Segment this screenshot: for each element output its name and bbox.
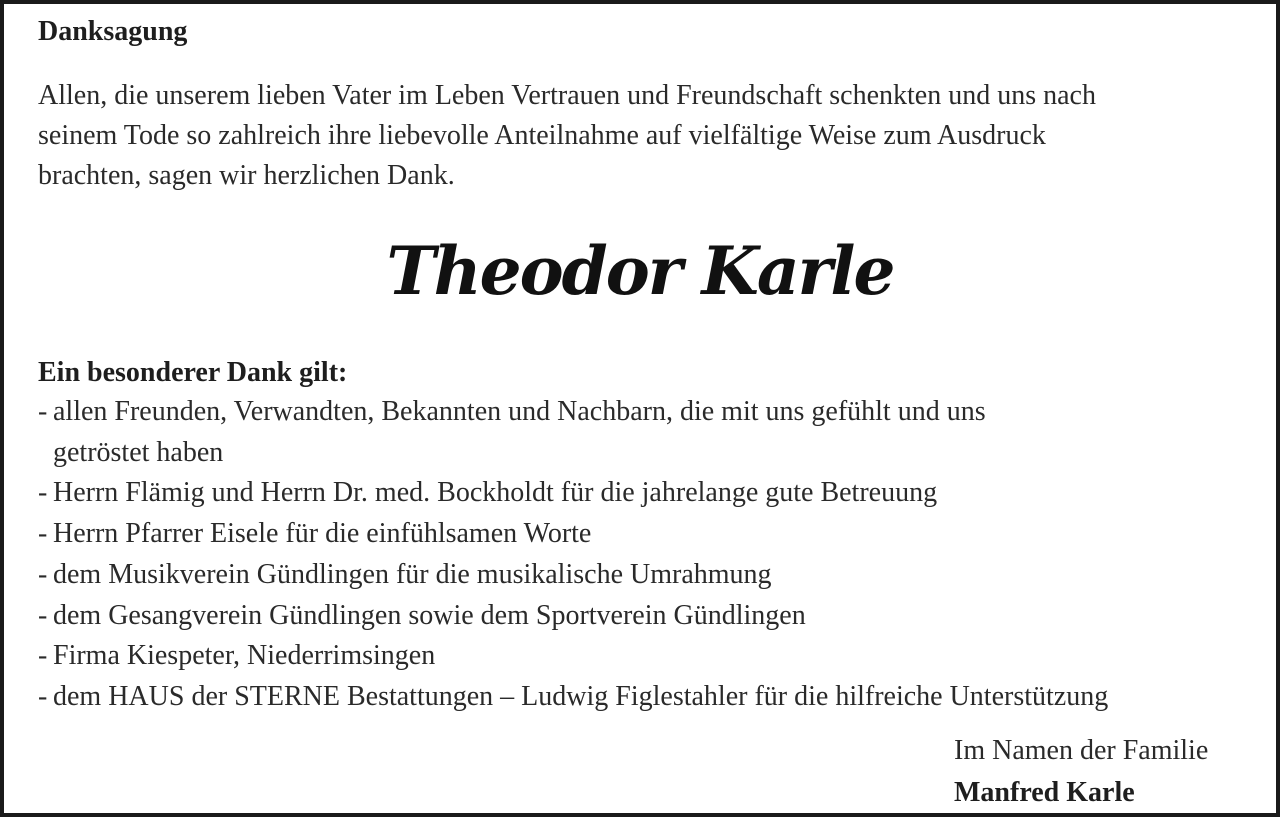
list-dash: -	[38, 599, 48, 631]
list-item-text	[53, 392, 986, 473]
list-dash: -	[38, 680, 48, 712]
thanks-list	[38, 392, 1258, 718]
list-item-text	[53, 473, 937, 514]
deceased-name: Theodor Karle	[386, 232, 894, 310]
list-item	[38, 514, 1258, 555]
list-item-text	[53, 596, 806, 637]
list-item	[38, 596, 1258, 637]
intro-paragraph	[38, 76, 1248, 196]
list-item-line: dem Gesangverein Gündlingen sowie dem Sportverein Gündlingen	[53, 599, 806, 631]
list-item-line: dem HAUS der STERNE Bestattungen – Ludwig Figlestahler für die hilfreiche Unterstützung	[53, 680, 1109, 712]
signer-name: Manfred Karle	[954, 777, 1135, 808]
special-thanks-heading: Ein besonderer Dank gilt:	[38, 357, 348, 388]
list-item-text	[53, 514, 591, 555]
list-dash: -	[38, 518, 48, 550]
intro-line: brachten, sagen wir herzlichen Dank.	[38, 160, 455, 191]
intro-line: seinem Tode so zahlreich ihre liebevolle Anteilnahme auf vielfältige Weise zum Ausdruck	[38, 120, 1046, 151]
signoff-prefix: Im Namen der Familie	[954, 735, 1209, 766]
list-item-text	[53, 555, 772, 596]
list-dash: -	[38, 477, 48, 509]
list-item-text	[53, 677, 1108, 718]
list-item-line: Herrn Pfarrer Eisele für die einfühlsamen Worte	[53, 518, 592, 550]
list-item-line: Herrn Flämig und Herrn Dr. med. Bockholdt für die jahrelange gute Betreuung	[53, 477, 938, 509]
list-item-text	[53, 636, 435, 677]
list-item	[38, 392, 1258, 473]
intro-line: Allen, die unserem lieben Vater im Leben Vertrauen und Freundschaft schenkten und uns nach	[38, 80, 1096, 111]
list-dash: -	[38, 558, 48, 590]
list-item	[38, 555, 1258, 596]
list-dash: -	[38, 396, 48, 427]
list-item	[38, 636, 1258, 677]
list-item	[38, 473, 1258, 514]
list-item-line: allen Freunden, Verwandten, Bekannten und Nachbarn, die mit uns gefühlt und uns	[53, 396, 986, 427]
list-dash: -	[38, 640, 48, 672]
list-item-line: dem Musikverein Gündlingen für die musikalische Umrahmung	[53, 558, 772, 590]
list-item-line: Firma Kiespeter, Niederrimsingen	[53, 640, 436, 672]
notice-heading: Danksagung	[38, 16, 188, 47]
list-item	[38, 677, 1258, 718]
signoff	[954, 730, 1208, 814]
list-item-line: getröstet haben	[53, 436, 224, 468]
